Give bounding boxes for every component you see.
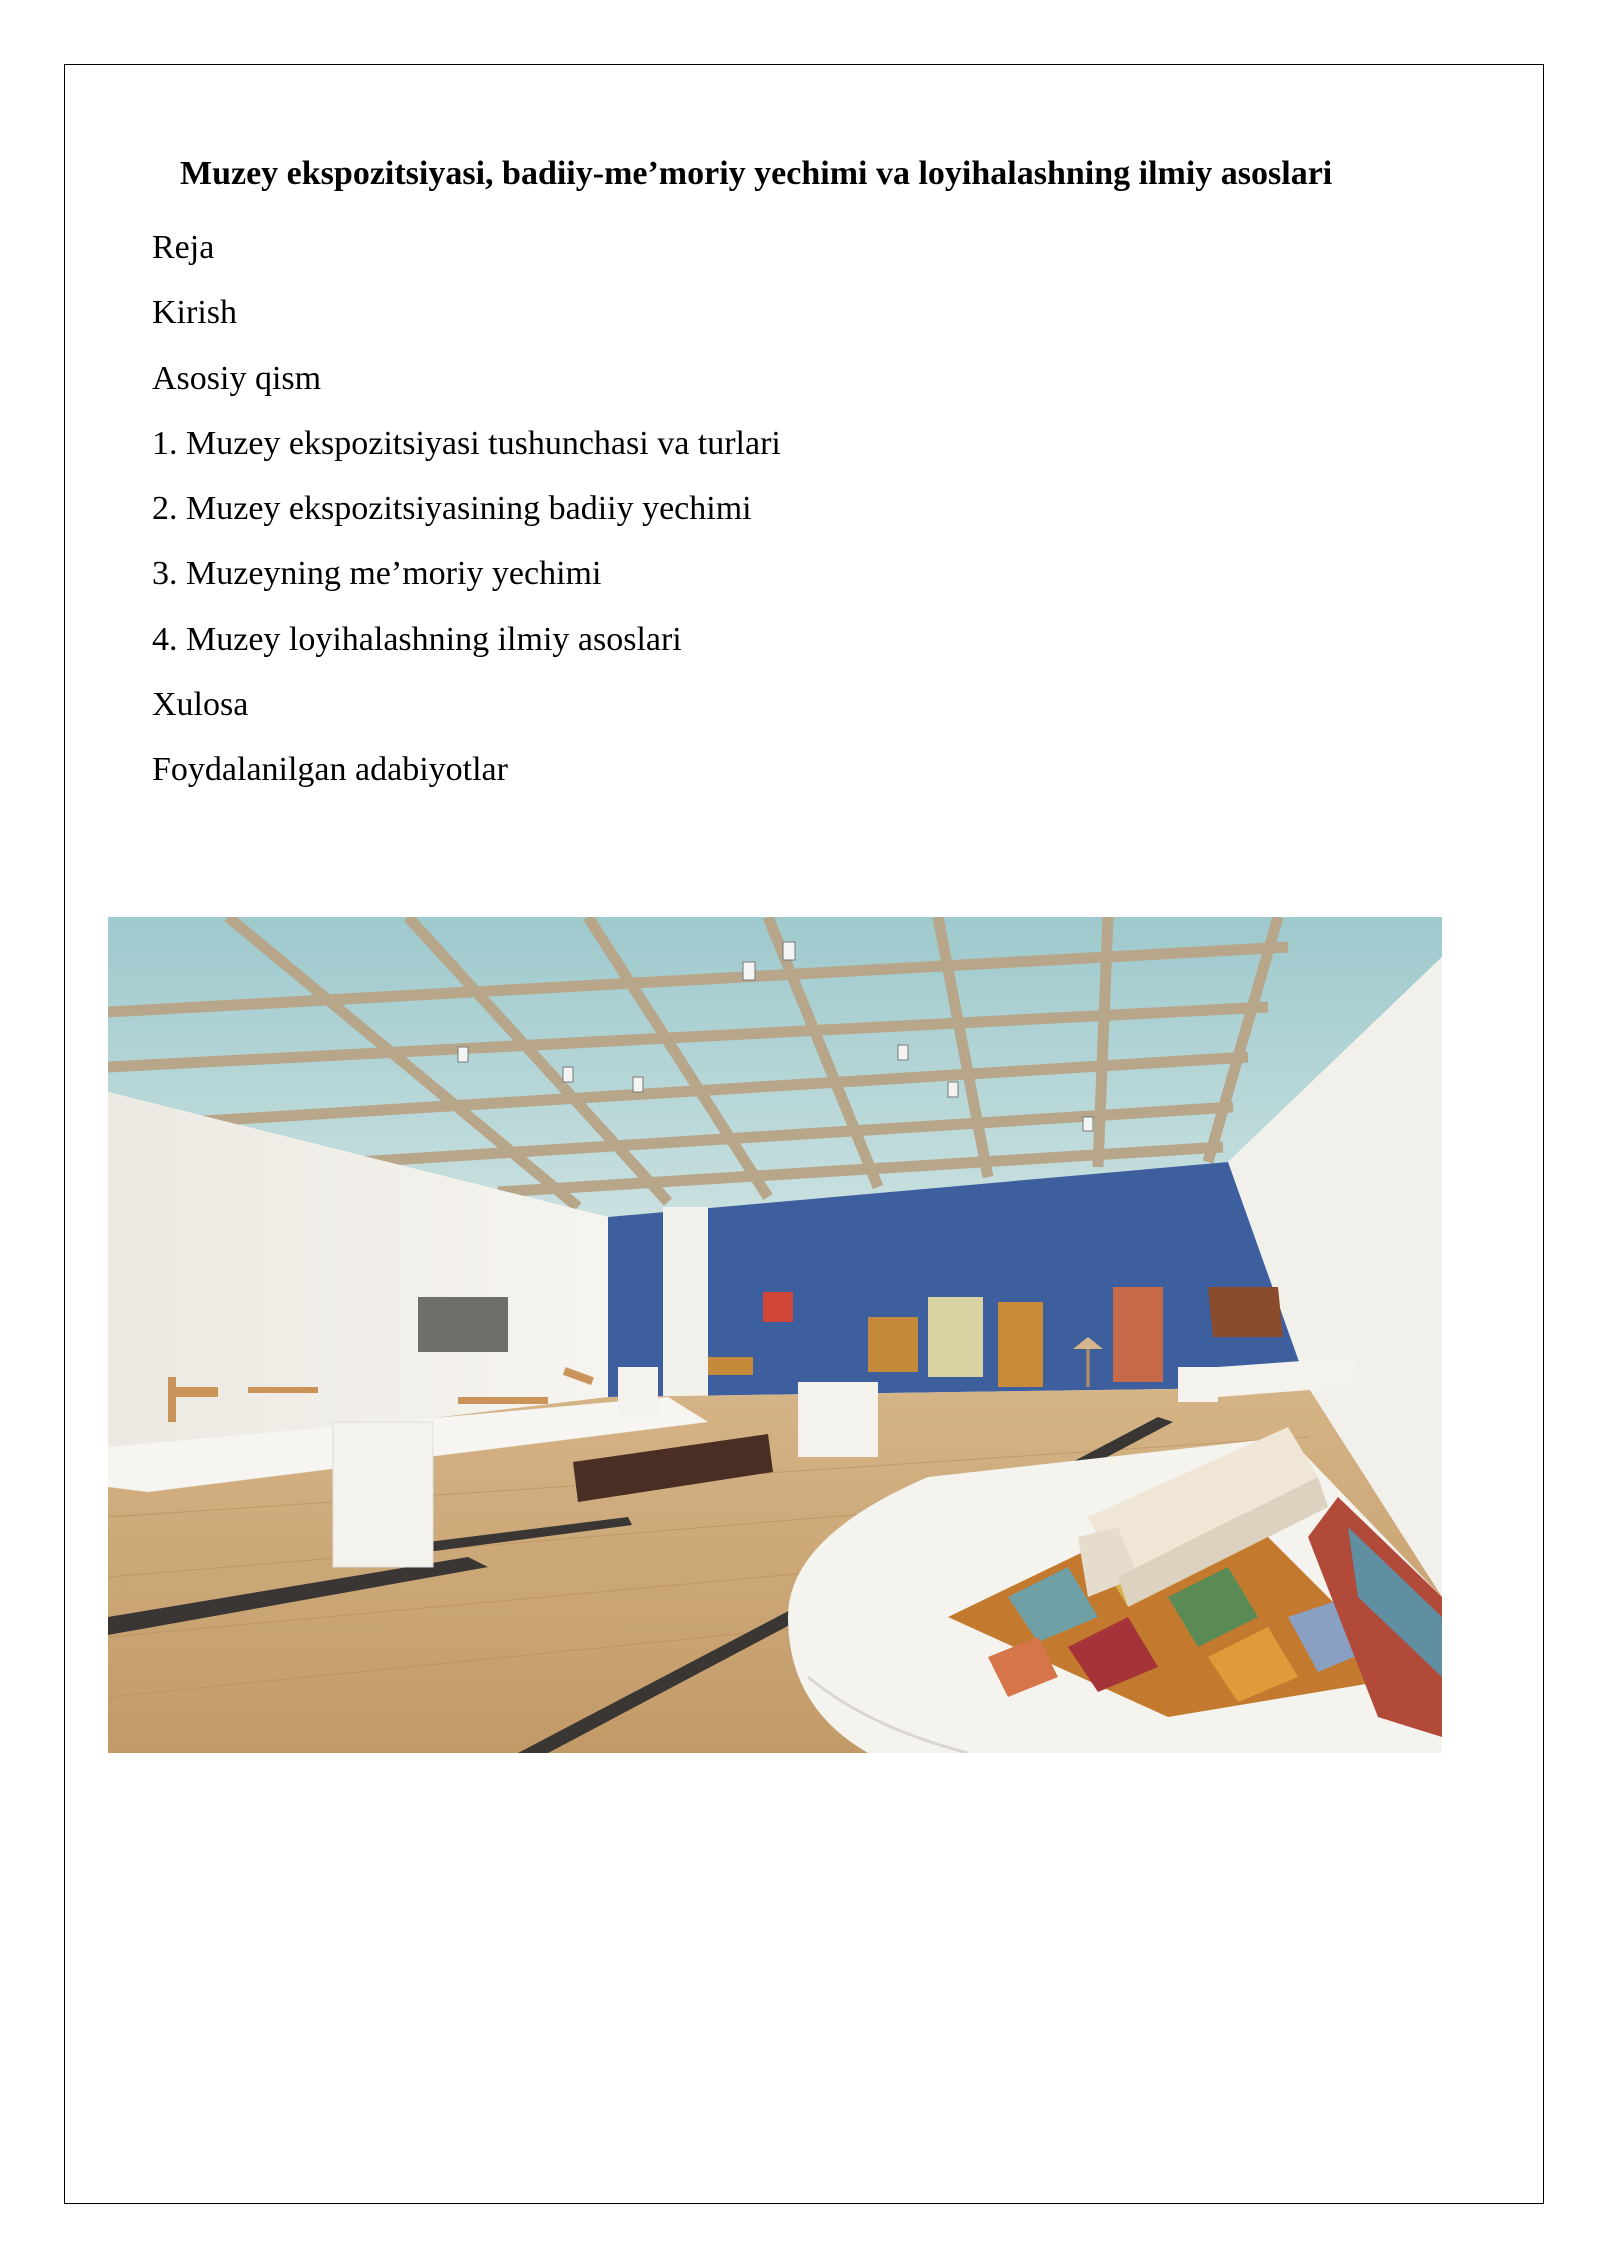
red-sign	[763, 1292, 793, 1322]
toc-reja: Reja	[152, 229, 215, 266]
toc-item-4: 4. Muzey loyihalashning ilmiy asoslari	[152, 620, 682, 658]
white-plinth	[618, 1367, 658, 1417]
textile-panel	[928, 1297, 983, 1377]
white-plinth	[798, 1382, 878, 1457]
toc-item-2: 2. Muzey ekspozitsiyasining badiiy yechimi	[152, 490, 752, 528]
museum-gallery-illustration	[108, 917, 1442, 1753]
white-plinth	[333, 1422, 433, 1567]
wall-photo	[418, 1297, 508, 1352]
white-plinth	[1178, 1367, 1218, 1402]
document-title: Muzey ekspozitsiyasi, badiiy-me’moriy yechimi va loyihalashning ilmiy asoslari	[180, 155, 1333, 192]
shelf-unit	[868, 1317, 918, 1372]
wood-screen	[998, 1302, 1043, 1387]
toc-adabiyotlar: Foydalanilgan adabiyotlar	[152, 751, 508, 789]
toc-asosiy-qism: Asosiy qism	[152, 359, 322, 397]
toc-item-1: 1. Muzey ekspozitsiyasi tushunchasi va turlari	[152, 424, 781, 462]
patterned-textile	[1113, 1287, 1163, 1382]
small-desk	[708, 1357, 753, 1375]
toc-item-3: 3. Muzeyning me’moriy yechimi	[152, 555, 602, 593]
toc-kirish: Kirish	[152, 294, 237, 332]
toc-xulosa: Xulosa	[152, 686, 249, 724]
museum-gallery-photo	[108, 917, 1442, 1753]
table-of-contents	[152, 215, 781, 803]
white-pillar	[663, 1207, 708, 1397]
leather-chair	[1208, 1287, 1283, 1337]
